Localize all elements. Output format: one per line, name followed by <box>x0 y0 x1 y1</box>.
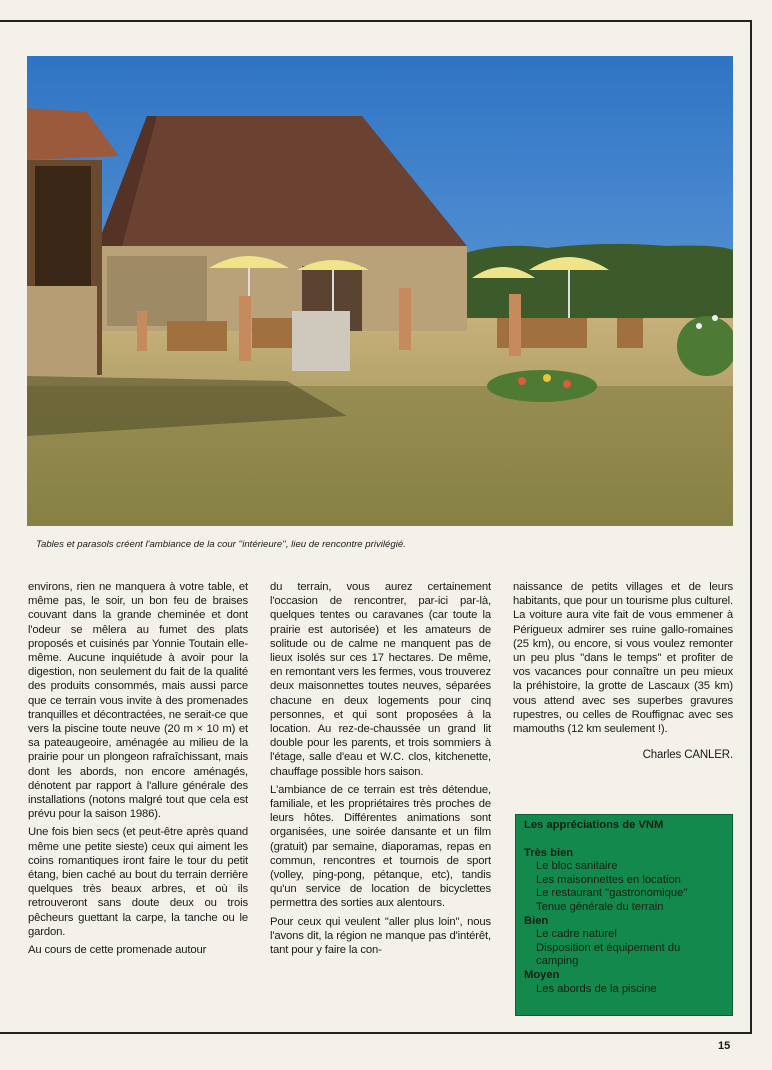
author-signature: Charles CANLER. <box>642 749 733 762</box>
rating-item: Le cadre naturel <box>536 928 617 941</box>
text-column-2 <box>270 580 491 961</box>
rating-category-tres-bien: Très bien <box>524 846 574 859</box>
page-border-top <box>0 20 752 22</box>
rating-item: Disposition et équipement du camping <box>536 941 681 968</box>
rating-item: Le restaurant ''gastronomique'' <box>536 887 688 900</box>
rating-category-moyen: Moyen <box>524 968 560 981</box>
paragraph: Pour ceux qui veulent ''aller plus loin'', nous l'avons dit, la région ne manque pas d'intérêt, tant pour y faire la con- <box>270 915 491 957</box>
rating-item: Tenue générale du terrain <box>536 900 664 913</box>
rating-item: Les maisonnettes en location <box>536 873 681 886</box>
paragraph: naissance de petits villages et de leurs habitants, que pour un tourisme plus culturel. La voiture aura vite fait de vous emmener à Périgueux admirer ses ruine gallo-romaines (25 km), ou encore, si vous voulez remonter un peu plus ''dans le temps'' et profiter de vos vacances pour connaître un peu mieux la préhistoire, la grotte de Lascaux (35 km) vous attend avec ses superbes gravures rupestres, ou celles de Rouffignac avec ses mamouths (12 km seulement !). <box>513 581 733 736</box>
text-column-3 <box>513 580 733 762</box>
paragraph: Au cours de cette promenade autour <box>28 944 207 957</box>
paragraph: environs, rien ne manquera à votre table, et même pas, le soir, un bon feu de braises couvant dans la grande cheminée et dont l'odeur se mêlera au fumet des plats proposés et cuisinés par Yonnie Toutain elle-même. Aucune inquiétude à avoir pour la digestion, non seulement du fait de la qualité des produits consommés, mais aussi parce que ce terrain vous invite à des promenades tranquilles et décontractées, ne serait-ce que vers la piscine toute neuve (20 m × 10 m) et sa pateaugeoire, aménagée au milieu de la prairie pour un plongeon rafraîchissant, mais dont les abords, non encore aménagés, dénotent par rapport à l'allure générale des installations (notons malgré tout que cela est prévu pour la saison 1986). <box>28 581 248 821</box>
page-number: 15 <box>718 1040 731 1052</box>
page-border-right <box>750 20 752 1034</box>
paragraph: du terrain, vous aurez certainement l'occasion de rencontrer, par-ici par-là, quelques tentes ou caravanes (car toute la prairie est autorisée) et les amateurs de solitude ou de calme ne manquent pas de lieux isolés sur ces 17 hectares. De même, en remontant vers les fermes, vous trouverez deux maisonnettes toutes neuves, séparées chacune en deux logements pour cinq personnes, et qui sont proposées à la location. Au rez-de-chaussée un grand lit double pour les parents, et trois sommiers à l'étage, salle d'eau et W.C. clos, kitchenette, chauffage possible hors saison. <box>270 581 491 778</box>
ratings-box-title: Les appréciations de VNM <box>524 819 664 831</box>
rating-item: Le bloc sanitaire <box>536 860 618 873</box>
paragraph: L'ambiance de ce terrain est très détendue, familiale, et les propriétaires très proches de leurs hôtes. Différentes animations sont organisées, une soirée dansante et un film (gratuit) par semaine, diaporamas, repas en commun, rencontres et tournois de sport (volley, ping-pong, pétanque, etc), tandis qu'un service de location de bicyclettes permettra des sorties aux alentours. <box>270 783 491 910</box>
campsite-photo <box>27 56 733 526</box>
rating-item: Les abords de la piscine <box>536 982 657 995</box>
page-border-bottom <box>0 1032 752 1034</box>
rating-category-bien: Bien <box>524 914 549 927</box>
photo-caption: Tables et parasols créent l'ambiance de la cour ''intérieure'', lieu de rencontre privilégié. <box>36 539 406 550</box>
ratings-box <box>515 814 733 1016</box>
text-column-1 <box>28 580 248 961</box>
paragraph: Une fois bien secs (et peut-être après quand même une petite sieste) ceux qui aiment les coins romantiques iront faire le tour du petit étang, bien caché au bout du terrain derrière quelques très beaux arbres, et où ils retrouveront sans doute deux ou trois pêcheurs guettant la carpe, la tanche ou le gardon. <box>28 826 248 938</box>
